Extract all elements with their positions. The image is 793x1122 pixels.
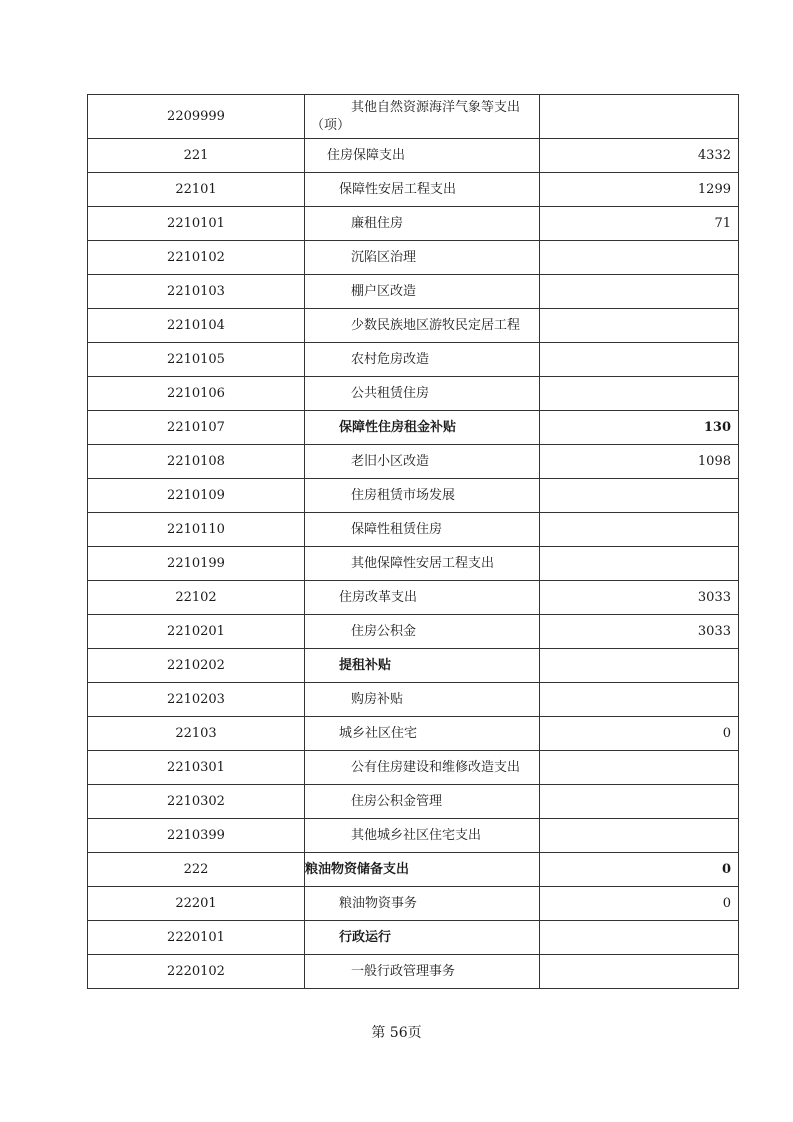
row-name-cell: 城乡社区住宅	[305, 717, 540, 751]
budget-table	[87, 94, 739, 989]
row-code-cell: 2209999	[88, 95, 305, 139]
row-name-cell: 住房公积金管理	[305, 785, 540, 819]
row-amount-cell	[540, 479, 739, 513]
row-name-cell: 其他保障性安居工程支出	[305, 547, 540, 581]
row-amount-cell	[540, 343, 739, 377]
row-amount-cell	[540, 513, 739, 547]
table-row	[88, 887, 739, 921]
row-name-cell: 住房改革支出	[305, 581, 540, 615]
row-code-cell: 2210102	[88, 241, 305, 275]
row-code-cell: 22102	[88, 581, 305, 615]
table-row	[88, 173, 739, 207]
row-name-cell: 购房补贴	[305, 683, 540, 717]
row-amount-cell: 0	[540, 853, 739, 887]
row-code-cell: 22101	[88, 173, 305, 207]
row-code-cell: 2210107	[88, 411, 305, 445]
row-code-cell: 2210199	[88, 547, 305, 581]
row-code-cell: 2210201	[88, 615, 305, 649]
table-body	[88, 95, 739, 989]
row-amount-cell	[540, 275, 739, 309]
row-name-cell: 粮油物资储备支出	[305, 853, 540, 887]
row-amount-cell	[540, 547, 739, 581]
row-code-cell: 221	[88, 139, 305, 173]
table-row	[88, 751, 739, 785]
row-code-cell: 2210109	[88, 479, 305, 513]
table-row	[88, 921, 739, 955]
table-row	[88, 581, 739, 615]
row-code-cell: 2210399	[88, 819, 305, 853]
row-code-cell: 22103	[88, 717, 305, 751]
table-row	[88, 547, 739, 581]
row-name-cell: 农村危房改造	[305, 343, 540, 377]
row-code-cell: 2210103	[88, 275, 305, 309]
row-code-cell: 2210203	[88, 683, 305, 717]
row-amount-cell	[540, 95, 739, 139]
row-amount-cell	[540, 683, 739, 717]
row-code-cell: 2210106	[88, 377, 305, 411]
row-name-cell: 住房租赁市场发展	[305, 479, 540, 513]
row-name-cell: 老旧小区改造	[305, 445, 540, 479]
row-amount-cell: 71	[540, 207, 739, 241]
row-amount-cell	[540, 377, 739, 411]
table-row	[88, 411, 739, 445]
table-row	[88, 513, 739, 547]
row-code-cell: 2210104	[88, 309, 305, 343]
row-amount-cell	[540, 785, 739, 819]
row-amount-cell: 0	[540, 887, 739, 921]
row-name-cell: 公有住房建设和维修改造支出	[305, 751, 540, 785]
table-row	[88, 649, 739, 683]
row-name-cell: 提租补贴	[305, 649, 540, 683]
table-row	[88, 683, 739, 717]
row-code-cell: 2210105	[88, 343, 305, 377]
row-amount-cell	[540, 241, 739, 275]
table-row	[88, 343, 739, 377]
row-amount-cell: 130	[540, 411, 739, 445]
row-code-cell: 2210108	[88, 445, 305, 479]
row-name-cell: 粮油物资事务	[305, 887, 540, 921]
row-code-cell: 222	[88, 853, 305, 887]
row-name-cell: 沉陷区治理	[305, 241, 540, 275]
table-row	[88, 207, 739, 241]
table-row	[88, 615, 739, 649]
row-code-cell: 2210202	[88, 649, 305, 683]
table-row	[88, 445, 739, 479]
table-row	[88, 309, 739, 343]
row-amount-cell: 0	[540, 717, 739, 751]
row-code-cell: 2210301	[88, 751, 305, 785]
row-name-cell: 一般行政管理事务	[305, 955, 540, 989]
row-amount-cell: 3033	[540, 581, 739, 615]
row-amount-cell	[540, 921, 739, 955]
row-name-cell: 行政运行	[305, 921, 540, 955]
table-row	[88, 241, 739, 275]
table-row	[88, 955, 739, 989]
row-amount-cell: 3033	[540, 615, 739, 649]
row-amount-cell: 1098	[540, 445, 739, 479]
row-name-cell: 公共租赁住房	[305, 377, 540, 411]
row-code-cell: 2220102	[88, 955, 305, 989]
page-number: 第 56页	[371, 1025, 422, 1041]
table-row	[88, 717, 739, 751]
row-amount-cell: 1299	[540, 173, 739, 207]
row-name-cell: 保障性租赁住房	[305, 513, 540, 547]
row-amount-cell	[540, 751, 739, 785]
row-amount-cell	[540, 819, 739, 853]
row-name-cell: 棚户区改造	[305, 275, 540, 309]
row-amount-cell	[540, 649, 739, 683]
row-amount-cell	[540, 955, 739, 989]
row-name-cell: 少数民族地区游牧民定居工程	[305, 309, 540, 343]
row-name-cell: 住房保障支出	[305, 139, 540, 173]
row-name-cell: 住房公积金	[305, 615, 540, 649]
row-name-cell: 其他自然资源海洋气象等支出（项）	[305, 95, 540, 139]
row-name-cell: 其他城乡社区住宅支出	[305, 819, 540, 853]
row-code-cell: 2210302	[88, 785, 305, 819]
row-amount-cell	[540, 309, 739, 343]
table-row	[88, 95, 739, 139]
row-name-cell: 保障性安居工程支出	[305, 173, 540, 207]
row-name-cell: 保障性住房租金补贴	[305, 411, 540, 445]
table-row	[88, 479, 739, 513]
row-amount-cell: 4332	[540, 139, 739, 173]
table-row	[88, 819, 739, 853]
row-code-cell: 2210110	[88, 513, 305, 547]
row-code-cell: 22201	[88, 887, 305, 921]
row-name-cell: 廉租住房	[305, 207, 540, 241]
row-code-cell: 2220101	[88, 921, 305, 955]
row-code-cell: 2210101	[88, 207, 305, 241]
table-row	[88, 377, 739, 411]
table-row	[88, 853, 739, 887]
table-row	[88, 275, 739, 309]
table-row	[88, 785, 739, 819]
table-row	[88, 139, 739, 173]
